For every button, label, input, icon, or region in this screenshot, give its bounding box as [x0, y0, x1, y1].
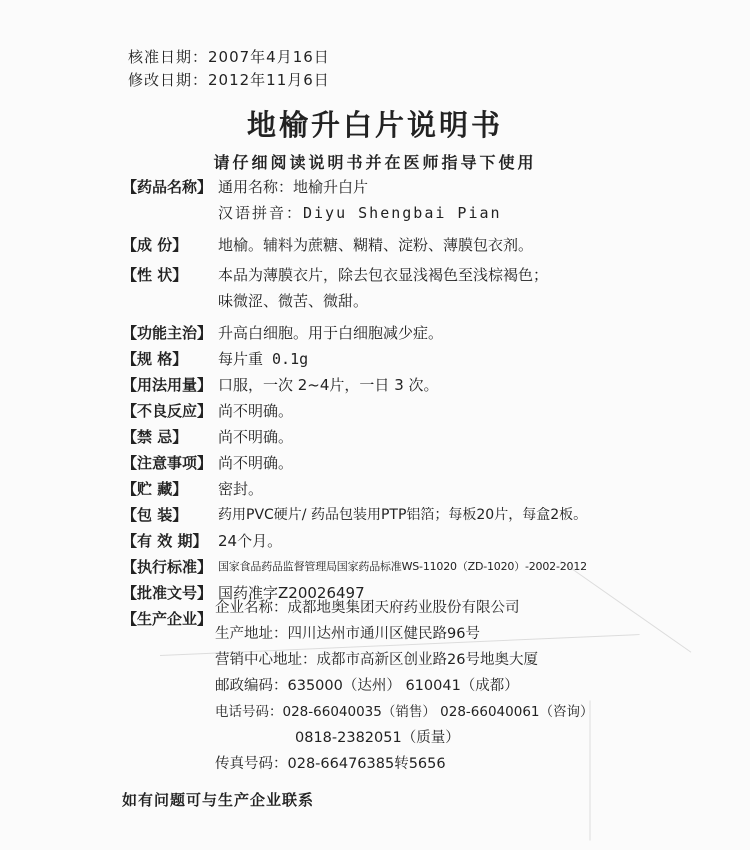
- postcode: 邮政编码：635000（达州） 610041（成都）: [215, 678, 519, 694]
- section-label: 【成 份】: [122, 236, 188, 254]
- section-label: 【性 状】: [122, 266, 188, 284]
- section-label: 【用法用量】: [122, 376, 213, 394]
- section-value: 尚不明确。: [218, 454, 294, 472]
- document-title: 地榆升白片说明书: [246, 108, 503, 142]
- section-label: 【功能主治】: [122, 324, 213, 342]
- section-value: 国家食品药品监督管理局国家药品标准WS-11020（ZD-1020）-2002-2012: [218, 560, 587, 573]
- section-value: 24个月。: [218, 532, 283, 550]
- section-label: 【禁 忌】: [122, 428, 188, 446]
- section-shelf-life: [122, 528, 622, 554]
- section-value: 国药准字Z20026497: [218, 584, 365, 602]
- phone-quality: 0818-2382051（质量）: [295, 730, 460, 746]
- section-label: 【贮 藏】: [122, 480, 188, 498]
- section-drug-name: [122, 174, 622, 226]
- company-info: [215, 595, 594, 777]
- section-description: [122, 262, 622, 314]
- section-ingredients: [122, 232, 622, 258]
- section-value: 药用PVC硬片/ 药品包装用PTP铝箔；每板20片，每盒2板。: [218, 507, 588, 523]
- revision-date: 修改日期：2012年11月6日: [128, 71, 330, 89]
- phone-numbers: 电话号码：028-66040035（销售） 028-66040061（咨询）: [215, 704, 594, 720]
- section-label: 【批准文号】: [122, 584, 213, 602]
- section-value: 地榆。辅料为蔗糖、糊精、淀粉、薄膜包衣剂。: [218, 236, 534, 254]
- section-label: 【规 格】: [122, 350, 188, 368]
- section-storage: [122, 476, 622, 502]
- section-dosage: [122, 372, 622, 398]
- section-value: 升高白细胞。用于白细胞减少症。: [218, 324, 444, 342]
- section-value: 口服，一次 2~4片，一日 3 次。: [218, 376, 439, 394]
- section-label: 【生产企业】: [122, 610, 213, 628]
- approval-date: 核准日期：2007年4月16日: [128, 48, 330, 66]
- section-label: 【药品名称】: [122, 178, 213, 196]
- section-value: 尚不明确。: [218, 428, 294, 446]
- sales-center-address: 营销中心地址：成都市高新区创业路26号地奥大厦: [215, 652, 538, 668]
- section-contraindications: [122, 424, 622, 450]
- fax-number: 传真号码：028-66476385转5656: [215, 756, 446, 772]
- section-label: 【包 装】: [122, 506, 188, 524]
- section-standard: [122, 554, 622, 580]
- section-label: 【有 效 期】: [122, 532, 208, 550]
- section-label: 【执行标准】: [122, 558, 213, 576]
- section-value: 密封。: [218, 480, 264, 498]
- section-indications: [122, 320, 622, 346]
- section-adverse-reactions: [122, 398, 622, 424]
- company-address: 生产地址：四川达州市通川区健民路96号: [215, 626, 480, 642]
- section-label: 【不良反应】: [122, 402, 213, 420]
- section-precautions: [122, 450, 622, 476]
- dates-block: [128, 46, 330, 92]
- section-value: 每片重 0.1g: [218, 350, 309, 368]
- section-packaging: [122, 502, 622, 528]
- company-name: 企业名称：成都地奥集团天府药业股份有限公司: [215, 600, 520, 616]
- section-value: 通用名称：地榆升白片 汉语拼音：Diyu Shengbai Pian: [218, 178, 502, 222]
- section-value: 尚不明确。: [218, 402, 294, 420]
- contact-note: 如有问题可与生产企业联系: [122, 791, 315, 809]
- document-subtitle: 请仔细阅读说明书并在医师指导下使用: [213, 153, 537, 172]
- section-specification: [122, 346, 622, 372]
- section-value: 本品为薄膜衣片，除去包衣显浅褐色至浅棕褐色； 味微涩、微苦、微甜。: [218, 266, 549, 310]
- sections-list: [122, 174, 622, 632]
- section-label: 【注意事项】: [122, 454, 213, 472]
